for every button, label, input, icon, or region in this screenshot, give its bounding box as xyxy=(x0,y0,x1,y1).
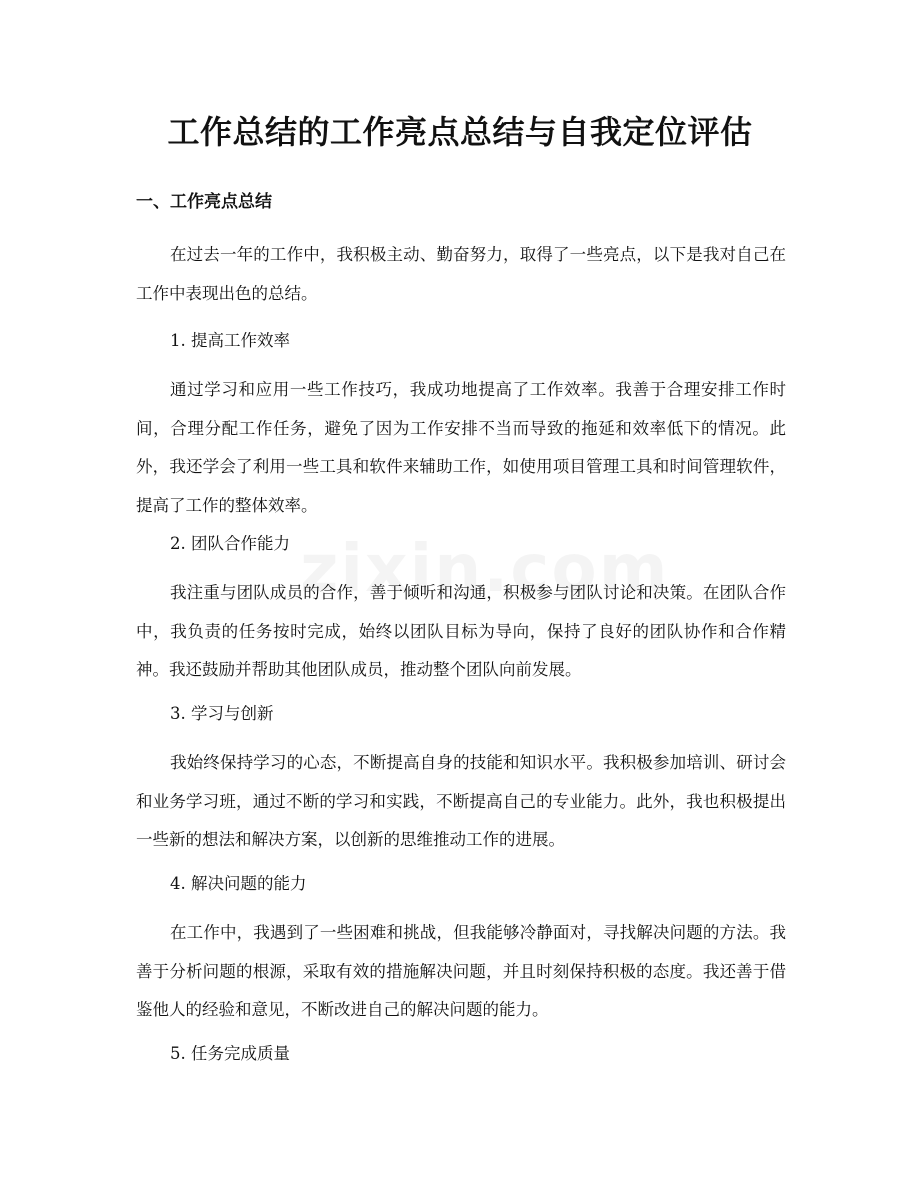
item-body-4: 在工作中，我遇到了一些困难和挑战，但我能够冷静面对，寻找解决问题的方法。我善于分析问题的根源，采取有效的措施解决问题，并且时刻保持积极的态度。我还善于借鉴他人的经验和意见，不断改进自己的解决问题的能力。 xyxy=(136,923,786,1019)
item-body-2: 我注重与团队成员的合作，善于倾听和沟通，积极参与团队讨论和决策。在团队合作中，我负责的任务按时完成，始终以团队目标为导向，保持了良好的团队协作和合作精神。我还鼓励并帮助其他团队成员，推动整个团队向前发展。 xyxy=(136,583,786,679)
item-body-3: 我始终保持学习的心态，不断提高自身的技能和知识水平。我积极参加培训、研讨会和业务学习班，通过不断的学习和实践，不断提高自己的专业能力。此外，我也积极提出一些新的想法和解决方案，以创新的思维推动工作的进展。 xyxy=(136,753,786,849)
item-title-1: 1. 提高工作效率 xyxy=(170,331,290,350)
section-heading: 一、工作亮点总结 xyxy=(136,192,272,212)
intro-paragraph: 在过去一年的工作中，我积极主动、勤奋努力，取得了一些亮点，以下是我对自己在工作中表现出色的总结。 xyxy=(136,245,786,303)
item-title-3: 3. 学习与创新 xyxy=(170,704,274,723)
document-title: 工作总结的工作亮点总结与自我定位评估 xyxy=(167,113,753,151)
item-body-1: 通过学习和应用一些工作技巧，我成功地提高了工作效率。我善于合理安排工作时间，合理分配工作任务，避免了因为工作安排不当而导致的拖延和效率低下的情况。此外，我还学会了利用一些工具和软件来辅助工作，如使用项目管理工具和时间管理软件，提高了工作的整体效率。 xyxy=(136,380,786,515)
item-title-2: 2. 团队合作能力 xyxy=(170,534,290,553)
item-title-4: 4. 解决问题的能力 xyxy=(170,874,307,893)
item-title-5: 5. 任务完成质量 xyxy=(170,1044,290,1063)
